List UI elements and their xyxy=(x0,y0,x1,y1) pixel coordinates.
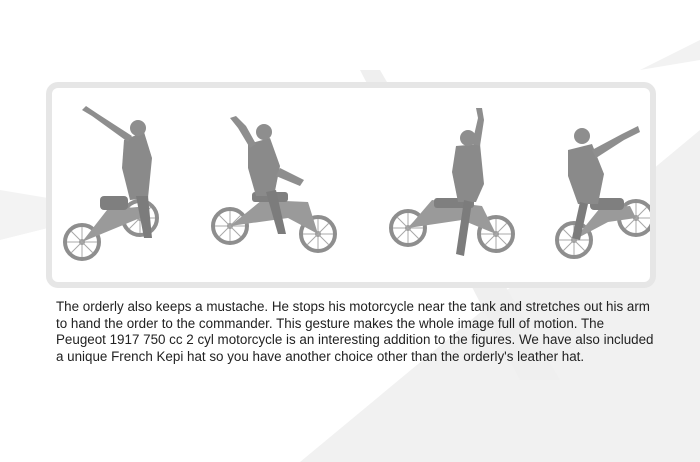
figure-view-2 xyxy=(213,116,335,251)
product-description: The orderly also keeps a mustache. He stops his motorcycle near the tank and stretches out his arm to hand the order to the commander. This gesture makes the whole image full of motion. The Peugeot 1917 750 cc 2 cyl motorcycle is an interesting addition to the figures. We have also included a unique French Kepi hat so you have another choice other than the orderly's leather hat. xyxy=(56,299,654,364)
product-photo-frame xyxy=(46,82,656,288)
figure-view-1 xyxy=(65,106,157,259)
figure-view-3 xyxy=(391,108,513,256)
figure-view-4 xyxy=(557,126,650,257)
figure-photo xyxy=(52,88,650,282)
